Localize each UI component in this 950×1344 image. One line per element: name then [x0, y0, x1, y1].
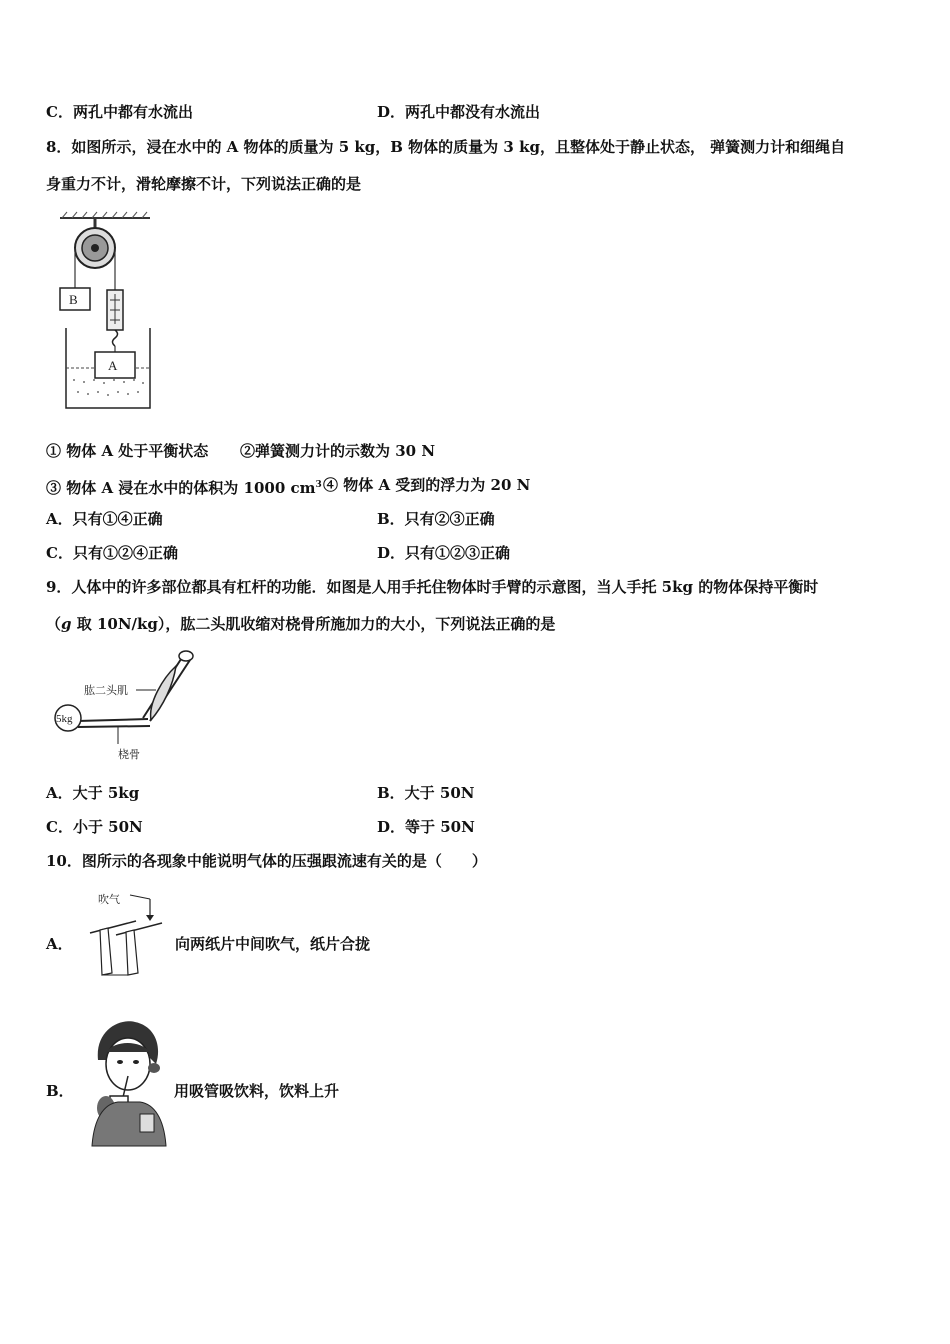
q8-option-d: D．只有①②③正确: [377, 544, 511, 562]
q8-option-a: A．只有①④正确: [46, 510, 163, 528]
q7-option-d: D．两孔中都没有水流出: [377, 103, 541, 121]
q9-fig-bone-label: 桡骨: [118, 748, 140, 761]
q10-option-b-text: 用吸管吸饮料，饮料上升: [174, 1082, 340, 1100]
q8-statement-2: ②弹簧测力计的示数为 30 N: [240, 442, 436, 460]
q10-option-a-label: A．: [46, 935, 73, 953]
q8-option-b: B．只有②③正确: [377, 510, 495, 528]
q10-option-a-text: 向两纸片中间吹气，纸片合拢: [175, 935, 371, 953]
q8-option-c: C．只有①②④正确: [46, 544, 178, 562]
q9-option-c: C．小于 50N: [46, 818, 143, 836]
q8-statement-1: ① 物体 A 处于平衡状态: [46, 442, 209, 460]
q8-statement-4: ④ 物体 A 受到的浮力为 20 N: [323, 476, 531, 494]
q9-fig-mass-label: 5kg: [56, 713, 73, 725]
q9-option-a: A．大于 5kg: [46, 784, 140, 802]
q8-statement-3: ③ 物体 A 浸在水中的体积为 1000 $cm^3$: [46, 479, 322, 497]
q8-fig-label-a: A: [108, 358, 118, 373]
q8-stem-line1: 8．如图所示，浸在水中的 A 物体的质量为 5 kg，B 物体的质量为 3 kg，且整体处于静止状态， 弹簧测力计和细绳自: [46, 138, 846, 156]
q9-stem-line1: 9．人体中的许多部位都具有杠杆的功能．如图是人用手托住物体时手臂的示意图，当人手托 5kg 的物体保持平衡时: [46, 578, 819, 596]
q9-fig-muscle-label: 肱二头肌: [84, 684, 128, 697]
q10-stem: 10．图所示的各现象中能说明气体的压强跟流速有关的是（ ）: [46, 852, 487, 870]
q10-fig-blow-label: 吹气: [98, 893, 120, 906]
q7-option-c: C．两孔中都有水流出: [46, 103, 193, 121]
q9-option-d: D．等于 50N: [377, 818, 475, 836]
q9-arm-figure: [48, 648, 198, 763]
q8-pulley-figure: [50, 210, 160, 415]
q10-paper-figure: [88, 887, 163, 979]
q8-stem-line2: 身重力不计，滑轮摩擦不计，下列说法正确的是: [46, 175, 362, 193]
q9-option-b: B．大于 50N: [377, 784, 475, 802]
q8-fig-label-b: B: [69, 292, 78, 307]
q10-option-b-label: B．: [46, 1082, 74, 1100]
q9-stem-line2: （g 取 10N/kg），肱二头肌收缩对桡骨所施加力的大小，下列说法正确的是: [46, 615, 556, 633]
q10-girl-straw-figure: [90, 1018, 168, 1148]
